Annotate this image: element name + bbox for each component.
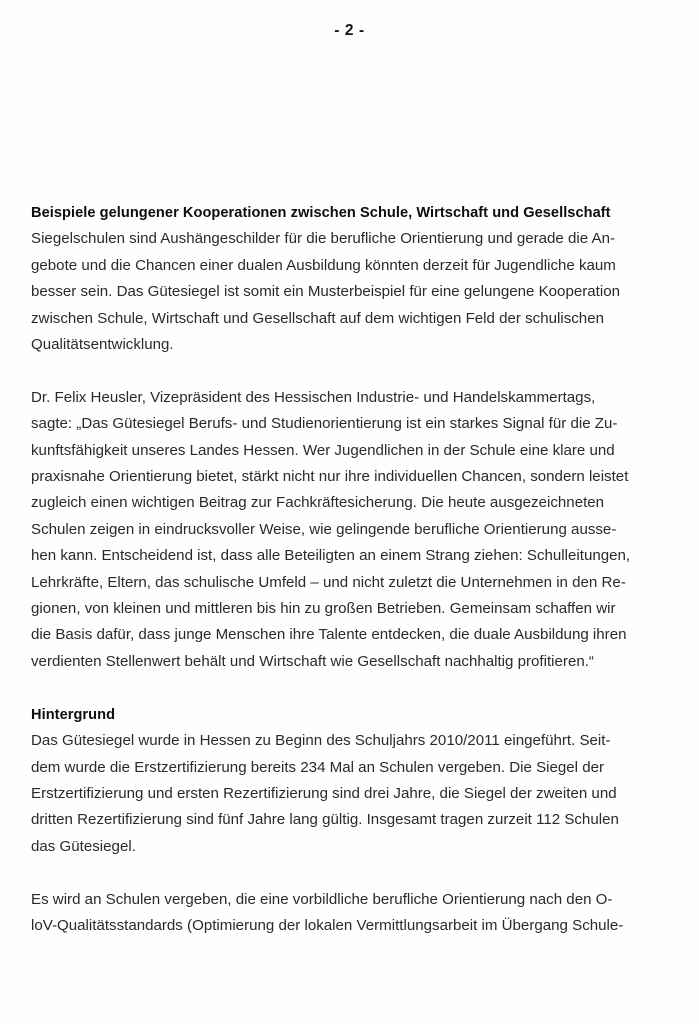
text-line: verdienten Stellenwert behält und Wirtschaft wie Gesellschaft nachhaltig profitieren.“ [31,652,594,670]
section-hintergrund [31,702,619,860]
section-olov [31,887,624,940]
text-line: Siegelschulen sind Aushängeschilder für die berufliche Orientierung und gerade die An- [31,230,616,248]
text-line: die Basis dafür, dass junge Menschen ihre Talente entdecken, die duale Ausbildung ihren [31,626,627,644]
text-line: zwischen Schule, Wirtschaft und Gesellschaft auf dem wichtigen Feld der schulischen [31,309,604,327]
text-line: hen kann. Entscheidend ist, dass alle Beteiligten an einem Strang ziehen: Schulleitungen, [31,547,631,565]
text-line: sagte: „Das Gütesiegel Berufs- und Studienorientierung ist ein starkes Signal für die Zu- [31,415,618,433]
text-line: Dr. Felix Heusler, Vizepräsident des Hessischen Industrie- und Handelskammertags, [31,388,596,406]
text-line: Qualitätsentwicklung. [31,336,174,354]
paragraph-spacer [31,675,615,701]
section-body-zitat-heusler [31,385,631,675]
text-line: Lehrkräfte, Eltern, das schulische Umfeld – und nicht zuletzt die Unternehmen in den Re- [31,573,626,591]
paragraph-spacer [31,860,615,886]
page-number: - 2 - [334,22,365,39]
text-line: gebote und die Chancen einer dualen Ausbildung könnten derzeit für Jugendliche kaum [31,256,616,274]
text-line: loV-Qualitätsstandards (Optimierung der lokalen Vermittlungsarbeit im Übergang Schule- [31,916,624,934]
text-line: das Gütesiegel. [31,837,136,855]
text-line: dem wurde die Erstzertifizierung bereits 234 Mal an Schulen vergeben. Die Siegel der [31,758,605,776]
text-line: Es wird an Schulen vergeben, die eine vorbildliche berufliche Orientierung nach den O- [31,890,613,908]
text-line: Schulen zeigen in eindrucksvoller Weise, wie gelingende berufliche Orientierung ausse- [31,520,617,538]
text-line: praxisnahe Orientierung bietet, stärkt nicht nur ihre individuellen Chancen, sondern leistet [31,468,629,486]
text-column [31,200,631,939]
section-body-olov [31,887,624,940]
text-line: dritten Rezertifizierung sind fünf Jahre lang gültig. Insgesamt tragen zurzeit 112 Schulen [31,811,619,829]
section-body-hintergrund [31,728,619,860]
text-line: zugleich einen wichtigen Beitrag zur Fachkräftesicherung. Die heute ausgezeichneten [31,494,605,512]
text-line: kunftsfähigkeit unseres Landes Hessen. Wer Jugendlichen in der Schule eine klare und [31,441,615,459]
section-heading-kooperationen: Beispiele gelungener Kooperationen zwischen Schule, Wirtschaft und Gesellschaft [31,205,611,221]
section-kooperationen [31,200,620,358]
text-line: Erstzertifizierung und ersten Rezertifizierung sind drei Jahre, die Siegel der zweiten und [31,784,617,802]
section-zitat-heusler [31,385,631,675]
paragraph-spacer [31,358,615,384]
text-line: gionen, von kleinen und mittleren bis hin zu großen Betrieben. Gemeinsam schaffen wir [31,600,616,618]
text-line: besser sein. Das Gütesiegel ist somit ein Musterbeispiel für eine gelungene Kooperation [31,283,620,301]
section-heading-hintergrund: Hintergrund [31,706,116,723]
section-body-kooperationen [31,226,620,358]
text-line: Das Gütesiegel wurde in Hessen zu Beginn des Schuljahrs 2010/2011 eingeführt. Seit- [31,732,611,750]
